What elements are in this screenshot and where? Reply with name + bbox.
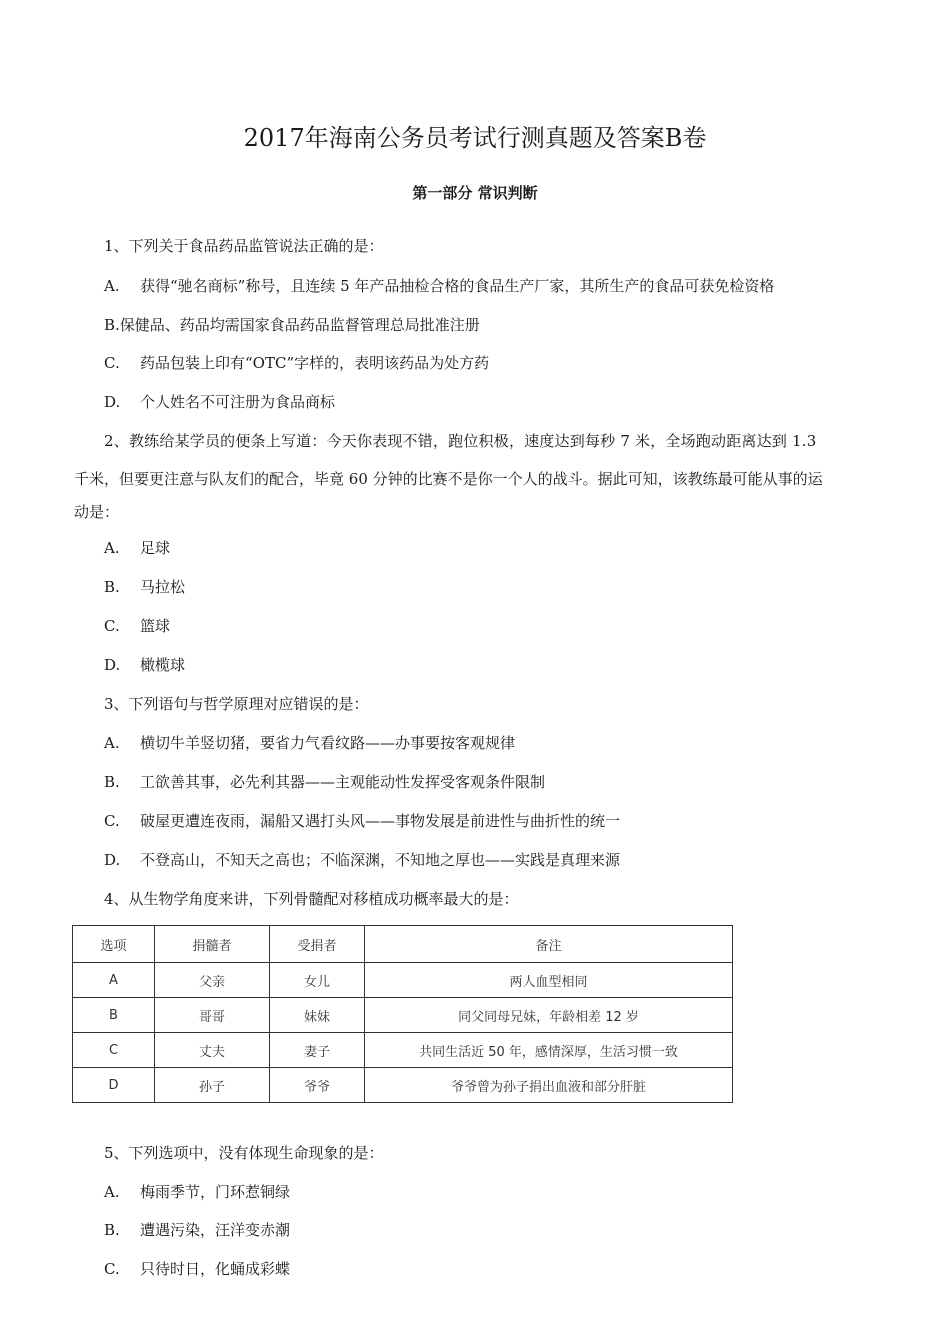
option-letter: A. bbox=[104, 734, 120, 752]
option-letter: B. bbox=[104, 578, 120, 596]
section-heading: 第一部分 常识判断 bbox=[412, 184, 538, 202]
option-text: 橄榄球 bbox=[140, 656, 186, 674]
option-letter: D. bbox=[104, 393, 121, 411]
question-2-stem-line-2: 千米，但要更注意与队友们的配合，毕竟 60 分钟的比赛不是你一个人的战斗。据此可知，该教练最可能从事的运 bbox=[74, 470, 823, 488]
table-cell: 妹妹 bbox=[270, 998, 365, 1033]
question-5-option-c bbox=[104, 1259, 290, 1279]
option-text: 梅雨季节，门环惹铜绿 bbox=[140, 1183, 291, 1201]
question-1-option-d bbox=[104, 392, 335, 412]
option-letter: A. bbox=[104, 1183, 120, 1201]
option-letter: C. bbox=[104, 354, 120, 372]
option-text: 获得“驰名商标”称号，且连续 5 年产品抽检合格的食品生产厂家，其所生产的食品可获免检资格 bbox=[140, 277, 775, 295]
option-text: 足球 bbox=[140, 539, 171, 557]
question-3-stem: 3、下列语句与哲学原理对应错误的是： bbox=[104, 695, 369, 713]
table-cell: D bbox=[73, 1068, 155, 1103]
table-header-cell: 备注 bbox=[365, 926, 733, 963]
question-1-option-a bbox=[104, 276, 774, 296]
question-1-stem: 1、下列关于食品药品监管说法正确的是： bbox=[104, 237, 384, 255]
table-header-cell: 受捐者 bbox=[270, 926, 365, 963]
question-5-option-b bbox=[104, 1220, 290, 1240]
option-letter: C. bbox=[104, 617, 120, 635]
table-cell: C bbox=[73, 1033, 155, 1068]
bone-marrow-table bbox=[72, 925, 733, 1103]
option-text: 不登高山，不知天之高也；不临深渊，不知地之厚也——实践是真理来源 bbox=[140, 851, 621, 869]
table-cell: 爷爷曾为孙子捐出血液和部分肝脏 bbox=[365, 1068, 733, 1103]
table-cell: 哥哥 bbox=[155, 998, 270, 1033]
question-1-option-c bbox=[104, 353, 489, 373]
option-letter: D. bbox=[104, 851, 121, 869]
option-text: 个人姓名不可注册为食品商标 bbox=[140, 393, 336, 411]
option-text: 药品包装上印有“OTC”字样的，表明该药品为处方药 bbox=[140, 354, 490, 372]
question-1-option-b: B.保健品、药品均需国家食品药品监督管理总局批准注册 bbox=[104, 316, 480, 334]
question-5-option-a bbox=[104, 1182, 290, 1202]
option-letter: C. bbox=[104, 1260, 120, 1278]
table-cell: 爷爷 bbox=[270, 1068, 365, 1103]
option-text: 只待时日，化蛹成彩蝶 bbox=[140, 1260, 291, 1278]
option-letter: C. bbox=[104, 812, 120, 830]
question-3-option-c bbox=[104, 811, 620, 831]
question-2-option-d bbox=[104, 655, 185, 675]
table-cell: 两人血型相同 bbox=[365, 963, 733, 998]
question-2-option-b bbox=[104, 577, 185, 597]
question-2-stem-line-3: 动是： bbox=[74, 503, 120, 521]
option-text: 马拉松 bbox=[140, 578, 186, 596]
question-2-option-a bbox=[104, 538, 170, 558]
option-text: 横切牛羊竖切猪，要省力气看纹路——办事要按客观规律 bbox=[140, 734, 516, 752]
document-title: 2017年海南公务员考试行测真题及答案B卷 bbox=[243, 124, 707, 152]
table-row bbox=[73, 1068, 733, 1103]
question-2-option-c bbox=[104, 616, 170, 636]
question-5-stem: 5、下列选项中，没有体现生命现象的是： bbox=[104, 1144, 384, 1162]
table-cell: 妻子 bbox=[270, 1033, 365, 1068]
option-letter: A. bbox=[104, 277, 120, 295]
question-3-option-d bbox=[104, 850, 620, 870]
option-letter: D. bbox=[104, 656, 121, 674]
question-3-option-a bbox=[104, 733, 515, 753]
table-cell: B bbox=[73, 998, 155, 1033]
table-header-row bbox=[73, 926, 733, 963]
table-cell: 女儿 bbox=[270, 963, 365, 998]
table-cell: 孙子 bbox=[155, 1068, 270, 1103]
question-3-option-b bbox=[104, 772, 545, 792]
table-row bbox=[73, 1033, 733, 1068]
option-text: 工欲善其事，必先利其器——主观能动性发挥受客观条件限制 bbox=[140, 773, 546, 791]
table-cell: 父亲 bbox=[155, 963, 270, 998]
option-text: 遭遇污染，汪洋变赤潮 bbox=[140, 1221, 291, 1239]
table-header-cell: 捐髓者 bbox=[155, 926, 270, 963]
table-row bbox=[73, 998, 733, 1033]
table-row bbox=[73, 963, 733, 998]
table-cell: 同父同母兄妹，年龄相差 12 岁 bbox=[365, 998, 733, 1033]
question-4-stem: 4、从生物学角度来讲，下列骨髓配对移植成功概率最大的是： bbox=[104, 890, 519, 908]
option-letter: A. bbox=[104, 539, 120, 557]
table-cell: A bbox=[73, 963, 155, 998]
question-2-stem-line-1: 2、教练给某学员的便条上写道：今天你表现不错，跑位积极，速度达到每秒 7 米，全场跑动距离达到 1.3 bbox=[104, 432, 817, 450]
table-header-cell: 选项 bbox=[73, 926, 155, 963]
table-cell: 丈夫 bbox=[155, 1033, 270, 1068]
option-letter: B. bbox=[104, 773, 120, 791]
option-text: 破屋更遭连夜雨，漏船又遇打头风——事物发展是前进性与曲折性的统一 bbox=[140, 812, 621, 830]
option-letter: B. bbox=[104, 1221, 120, 1239]
option-text: 篮球 bbox=[140, 617, 171, 635]
table-cell: 共同生活近 50 年，感情深厚，生活习惯一致 bbox=[365, 1033, 733, 1068]
